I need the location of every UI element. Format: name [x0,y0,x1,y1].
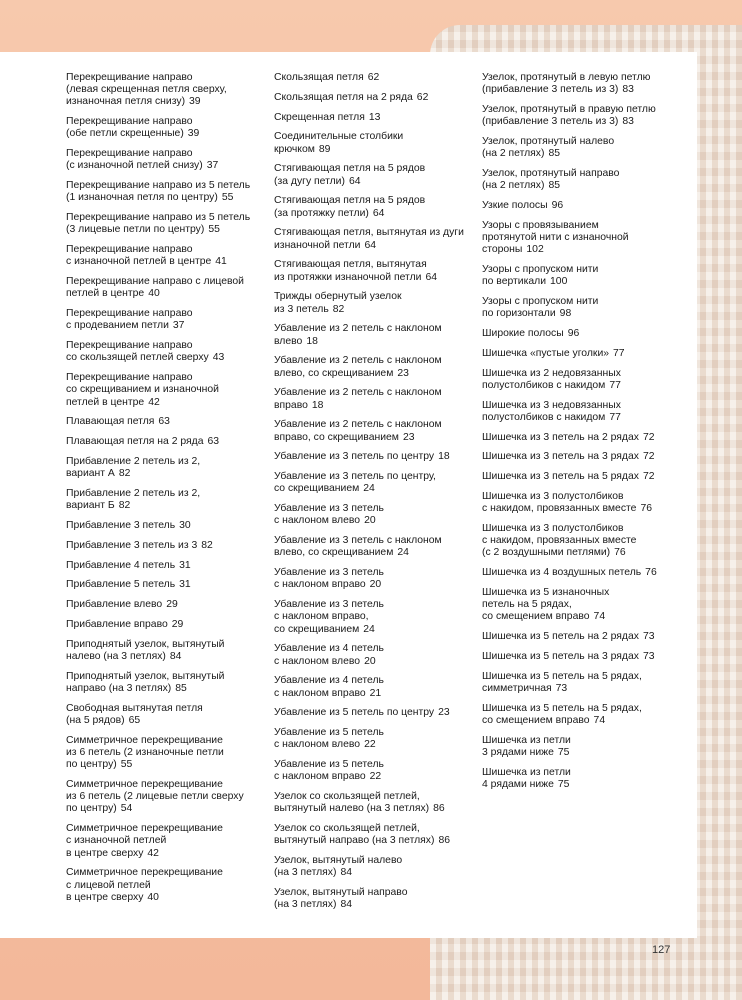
index-entry-page: 64 [425,271,437,283]
index-entry-page: 20 [364,515,376,527]
index-entry-text: Узоры с провязыванием протянутой нити с изнаночной стороны [482,219,629,256]
index-entry-page: 74 [593,714,606,726]
index-entry-text: Узоры с пропуском нити по вертикали [482,264,599,288]
index-entry [482,491,692,515]
index-entry [274,163,474,187]
index-entry [482,200,692,212]
index-entry-page: 55 [120,759,133,771]
index-entry [274,451,474,463]
index-entry-text: Узелок, протянутый направо (на 2 петлях) [482,168,620,192]
index-entry-text: Узелок, протянутый в левую петлю (прибавление 3 петель из 3) [482,72,651,96]
index-entry [274,567,474,591]
index-entry-text: Шишечка из 5 петель на 3 рядах [482,650,639,662]
index-entry [274,92,474,104]
index-entry-text: Свободная вытянутая петля (на 5 рядов) [66,702,203,726]
index-entry [482,471,692,483]
index-entry-page: 37 [206,160,219,172]
index-entry-text: Перекрещивание направо (обе петли скрещенные) [66,116,193,140]
index-entry-page: 84 [340,867,353,879]
index-entry-page: 62 [367,72,380,83]
index-entry-page: 89 [318,143,331,155]
index-entry-text: Прибавление 3 петель из 3 [66,539,198,551]
index-entry-text: Прибавление 3 петель [66,520,176,531]
index-entry-text: Шишечка «пустые уголки» [482,347,610,359]
index-entry-text: Шишечка из 3 петель на 2 рядах [482,431,639,443]
index-entry [482,451,692,463]
index-entry-text: Узелок со скользящей петлей, вытянутый направо (на 3 петлях) [274,823,435,847]
index-entry [482,735,692,759]
index-entry-text: Широкие полосы [482,328,564,339]
index-entry-text: Шишечка из 5 изнаночных петель на 5 рядах, со смещением вправо [482,586,610,623]
index-entry-page: 39 [189,96,201,108]
index-entry-page: 82 [201,539,213,551]
index-entry-page: 73 [642,631,655,643]
index-entry-text: Узелок со скользящей петлей, вытянутый налево (на 3 петлях) [274,791,430,815]
index-entry [66,779,266,816]
index-entry-text: Перекрещивание направо с продеванием петли [66,308,193,332]
index-entry-page: 102 [526,244,544,256]
index-entry-page: 37 [172,320,185,332]
index-entry [66,579,266,591]
index-entry-page: 96 [567,328,580,339]
index-entry-page: 77 [613,347,625,359]
index-entry-text: Перекрещивание направо из 5 петель (3 лицевые петли по центру) [66,212,251,236]
index-entry-page: 30 [179,520,191,531]
index-entry-text: Шишечка из 3 петель на 5 рядах [482,471,639,483]
index-entry [482,703,692,727]
index-entry-text: Убавление из 5 петель с наклоном влево [274,727,384,751]
index-entry [482,168,692,192]
index-entry [66,520,266,532]
index-entry [66,244,266,268]
index-entry-text: Симметричное перекрещивание из 6 петель (2 изнаночные петли по центру) [66,734,224,771]
index-entry-text: Убавление из 3 петель с наклоном влево, со скрещиванием [274,535,442,559]
index-entry [482,296,692,320]
index-entry-page: 23 [438,707,450,719]
index-entry [482,567,692,579]
index-entry [482,220,692,257]
index-entry-page: 42 [147,847,159,859]
index-entry [66,823,266,860]
index-entry-text: Стягивающая петля на 5 рядов (за дугу петли) [274,163,426,187]
index-entry [482,651,692,663]
index-entry-page: 22 [364,739,376,751]
index-entry-page: 74 [593,611,606,623]
index-entry-text: Приподнятый узелок, вытянутый направо (на 3 петлях) [66,670,225,694]
index-entry [482,72,692,96]
index-entry-page: 40 [148,288,160,300]
index-entry [274,259,474,283]
index-entry-page: 31 [179,579,191,591]
index-entry [66,436,266,448]
index-entry-page: 82 [118,500,131,512]
index-entry-text: Прибавление 5 петель [66,579,176,591]
index-entry-text: Прибавление 2 петель из 2, вариант А [66,456,201,480]
index-entry-page: 72 [642,431,655,443]
index-entry-page: 55 [221,192,234,204]
index-entry-page: 86 [433,803,445,815]
index-entry [482,671,692,695]
index-entry-page: 72 [642,451,655,463]
index-column-1 [66,72,266,912]
index-entry-page: 76 [640,503,652,515]
index-entry [274,195,474,219]
index-entry-text: Убавление из 5 петель по центру [274,707,435,719]
index-entry-page: 77 [609,411,621,423]
index-entry-page: 29 [166,599,178,611]
index-entry [66,372,266,409]
index-entry [66,212,266,236]
index-entry-text: Узелок, вытянутый налево (на 3 петлях) [274,855,403,879]
index-entry-text: Плавающая петля [66,416,155,428]
index-entry [66,340,266,364]
index-entry [274,471,474,495]
index-entry-page: 86 [438,835,451,847]
index-entry-page: 24 [363,483,375,495]
index-entry [274,355,474,379]
index-entry-page: 55 [208,224,220,236]
index-entry-page: 83 [622,84,634,96]
index-entry [274,643,474,667]
index-entry-text: Убавление из 3 петель с наклоном вправо, со скрещиванием [274,599,384,635]
index-entry [482,368,692,392]
index-entry-page: 18 [306,335,318,347]
index-entry [274,227,474,251]
index-entry-text: Соединительные столбики крючком [274,131,404,155]
index-entry-text: Прибавление влево [66,599,163,611]
index-entry [274,503,474,527]
index-entry-text: Перекрещивание направо со скользящей петлей сверху [66,340,209,364]
index-entry-text: Убавление из 4 петель с наклоном влево [274,643,384,667]
index-entry-text: Шишечка из 3 полустолбиков с накидом, провязанных вместе (с 2 воздушными петлями) [482,522,637,559]
index-entry-page: 20 [364,655,376,667]
index-entry [482,432,692,444]
index-entry [274,291,474,315]
index-entry-page: 21 [369,687,382,699]
index-entry-page: 22 [369,771,382,783]
index-entry [274,387,474,411]
index-entry [66,488,266,512]
index-entry-text: Прибавление 4 петель [66,559,176,571]
index-entry-text: Шишечка из 5 петель на 5 рядах, со смещением вправо [482,702,642,726]
index-entry-page: 76 [614,547,626,559]
index-entry-page: 65 [128,714,141,726]
index-entry-text: Симметричное перекрещивание с изнаночной петлей в центре сверху [66,823,223,859]
index-entry-text: Стягивающая петля, вытянутая из протяжки изнаночной петли [274,259,427,283]
index-entry-page: 64 [372,207,385,219]
index-entry-page: 64 [348,175,361,187]
index-entry-page: 13 [368,111,381,123]
index-entry-page: 41 [215,256,227,268]
index-entry [66,540,266,552]
index-entry [274,535,474,559]
index-entry [66,148,266,172]
index-entry-page: 84 [169,650,182,662]
index-entry [274,887,474,911]
index-entry-text: Шишечка из петли 3 рядами ниже [482,734,571,758]
index-entry-text: Убавление из 3 петель по центру, со скрещиванием [274,471,436,495]
index-entry-page: 85 [548,180,561,192]
index-entry-page: 43 [212,352,225,364]
index-entry-text: Убавление из 2 петель с наклоном влево [274,323,442,347]
index-entry-text: Стягивающая петля, вытянутая из дуги изнаночной петли [274,227,464,251]
index-entry-text: Шишечка из 5 петель на 2 рядах [482,631,639,643]
index-entry-page: 54 [120,803,133,815]
index-entry-page: 96 [551,200,564,211]
index-entry-page: 29 [171,618,184,630]
index-entry [482,631,692,643]
index-entry [274,707,474,719]
index-entry-text: Прибавление 2 петель из 2, вариант Б [66,488,201,512]
index-entry [482,264,692,288]
index-entry [66,639,266,663]
index-entry [66,180,266,204]
index-entry-text: Перекрещивание направо с лицевой петлей в центре [66,276,244,300]
index-entry-text: Шишечка из 3 полустолбиков с накидом, провязанных вместе [482,490,637,515]
index-entry-page: 24 [363,623,375,635]
index-entry-text: Перекрещивание направо с изнаночной петлей в центре [66,244,212,268]
index-entry-page: 24 [397,547,409,559]
index-entry-text: Убавление из 4 петель с наклоном вправо [274,675,384,699]
index-entry [482,104,692,128]
index-entry [274,323,474,347]
index-entry-text: Убавление из 3 петель по центру [274,451,435,463]
index-entry [66,619,266,631]
index-entry-page: 76 [645,567,657,579]
index-entry-text: Убавление из 3 петель с наклоном влево [274,503,384,527]
index-entry-text: Узелок, вытянутый направо (на 3 петлях) [274,887,408,911]
index-entry-page: 73 [642,650,655,662]
index-entry [66,599,266,611]
index-entry [274,131,474,155]
index-entry [482,523,692,560]
index-entry-text: Скользящая петля [274,72,364,83]
index-entry-page: 18 [438,451,450,463]
page-number: 127 [652,944,671,956]
index-entry [274,727,474,751]
index-entry [274,599,474,636]
index-entry-page: 42 [148,396,160,408]
index-entry-text: Перекрещивание направо (левая скрещенная петля сверху, изнаночная петля снизу) [66,72,227,108]
index-entry-page: 18 [311,399,324,411]
index-column-3 [482,72,692,799]
index-entry-text: Шишечка из 5 петель на 5 рядах, симметричная [482,670,642,694]
index-entry [66,276,266,300]
index-entry-text: Прибавление вправо [66,618,168,630]
index-entry-page: 82 [332,303,345,315]
index-entry-page: 20 [369,579,382,591]
index-entry-text: Перекрещивание направо со скрещиванием и изнаночной петлей в центре [66,372,219,408]
index-entry [66,72,266,109]
index-entry [66,735,266,772]
index-entry [274,419,474,443]
index-entry [66,671,266,695]
index-entry [482,767,692,791]
index-entry-text: Убавление из 2 петель с наклоном влево, со скрещиванием [274,355,442,379]
index-entry-text: Приподнятый узелок, вытянутый налево (на 3 петлях) [66,638,225,662]
index-entry [66,560,266,572]
index-entry-text: Скользящая петля на 2 ряда [274,91,413,103]
index-entry-page: 85 [548,148,561,160]
index-entry [66,116,266,140]
index-entry [66,308,266,332]
index-entry-page: 63 [158,416,170,428]
index-entry [274,675,474,699]
index-entry [66,703,266,727]
index-entry-text: Перекрещивание направо (с изнаночной петлей снизу) [66,148,203,172]
index-entry [482,400,692,424]
index-entry-text: Симметричное перекрещивание из 6 петель (2 лицевые петли сверху по центру) [66,778,244,815]
index-entry [274,112,474,124]
index-entry [274,759,474,783]
index-entry-page: 75 [557,746,570,758]
index-entry-page: 62 [416,91,429,103]
index-entry-text: Шишечка из 2 недовязанных полустолбиков с накидом [482,367,621,391]
index-entry [482,328,692,340]
index-entry-page: 73 [555,682,568,694]
index-entry-text: Шишечка из 4 воздушных петель [482,567,642,579]
index-entry-text: Убавление из 3 петель с наклоном вправо [274,567,384,591]
index-entry-text: Скрещенная петля [274,111,365,123]
index-entry [482,136,692,160]
index-entry [66,456,266,480]
index-entry [482,587,692,624]
index-entry [274,791,474,815]
index-entry-page: 83 [622,116,634,128]
index-entry-page: 40 [147,891,159,903]
index-entry-page: 77 [609,379,621,391]
index-entry-text: Узкие полосы [482,200,548,211]
index-entry-text: Узелок, протянутый в правую петлю (прибавление 3 петель из 3) [482,104,656,128]
index-entry-text: Стягивающая петля на 5 рядов (за протяжку петли) [274,195,426,219]
index-entry-text: Убавление из 2 петель с наклоном вправо, со скрещиванием [274,419,442,443]
index-entry-page: 82 [118,468,131,480]
index-entry-page: 85 [175,682,187,694]
index-entry-page: 84 [340,899,353,911]
index-entry [66,416,266,428]
index-entry-page: 64 [364,239,377,251]
index-entry-text: Плавающая петля на 2 ряда [66,436,204,448]
index-entry [66,867,266,904]
index-entry-text: Убавление из 5 петель с наклоном вправо [274,759,384,783]
index-entry-page: 23 [397,367,409,379]
index-entry [274,855,474,879]
index-entry-text: Перекрещивание направо из 5 петель (1 изнаночная петля по центру) [66,180,251,204]
index-entry [274,72,474,84]
index-entry-page: 72 [642,471,655,483]
index-entry [482,348,692,360]
index-entry [274,823,474,847]
index-entry-page: 23 [402,431,415,443]
index-entry-text: Узелок, протянутый налево (на 2 петлях) [482,136,615,160]
index-entry-text: Шишечка из 3 петель на 3 рядах [482,451,639,463]
index-entry-text: Убавление из 2 петель с наклоном вправо [274,387,442,411]
index-entry-page: 63 [207,436,220,448]
index-entry-page: 100 [550,276,568,288]
index-entry-page: 39 [187,128,200,140]
index-entry-text: Шишечка из 3 недовязанных полустолбиков с накидом [482,399,621,423]
index-entry-text: Шишечка из петли 4 рядами ниже [482,766,571,790]
index-entry-page: 98 [559,308,572,320]
index-entry-text: Симметричное перекрещивание с лицевой петлей в центре сверху [66,867,223,903]
index-entry-text: Узоры с пропуском нити по горизонтали [482,296,599,320]
index-entry-page: 31 [179,559,191,571]
index-entry-page: 75 [557,778,570,790]
index-entry-text: Трижды обернутый узелок из 3 петель [274,291,402,315]
index-column-2 [274,72,474,919]
